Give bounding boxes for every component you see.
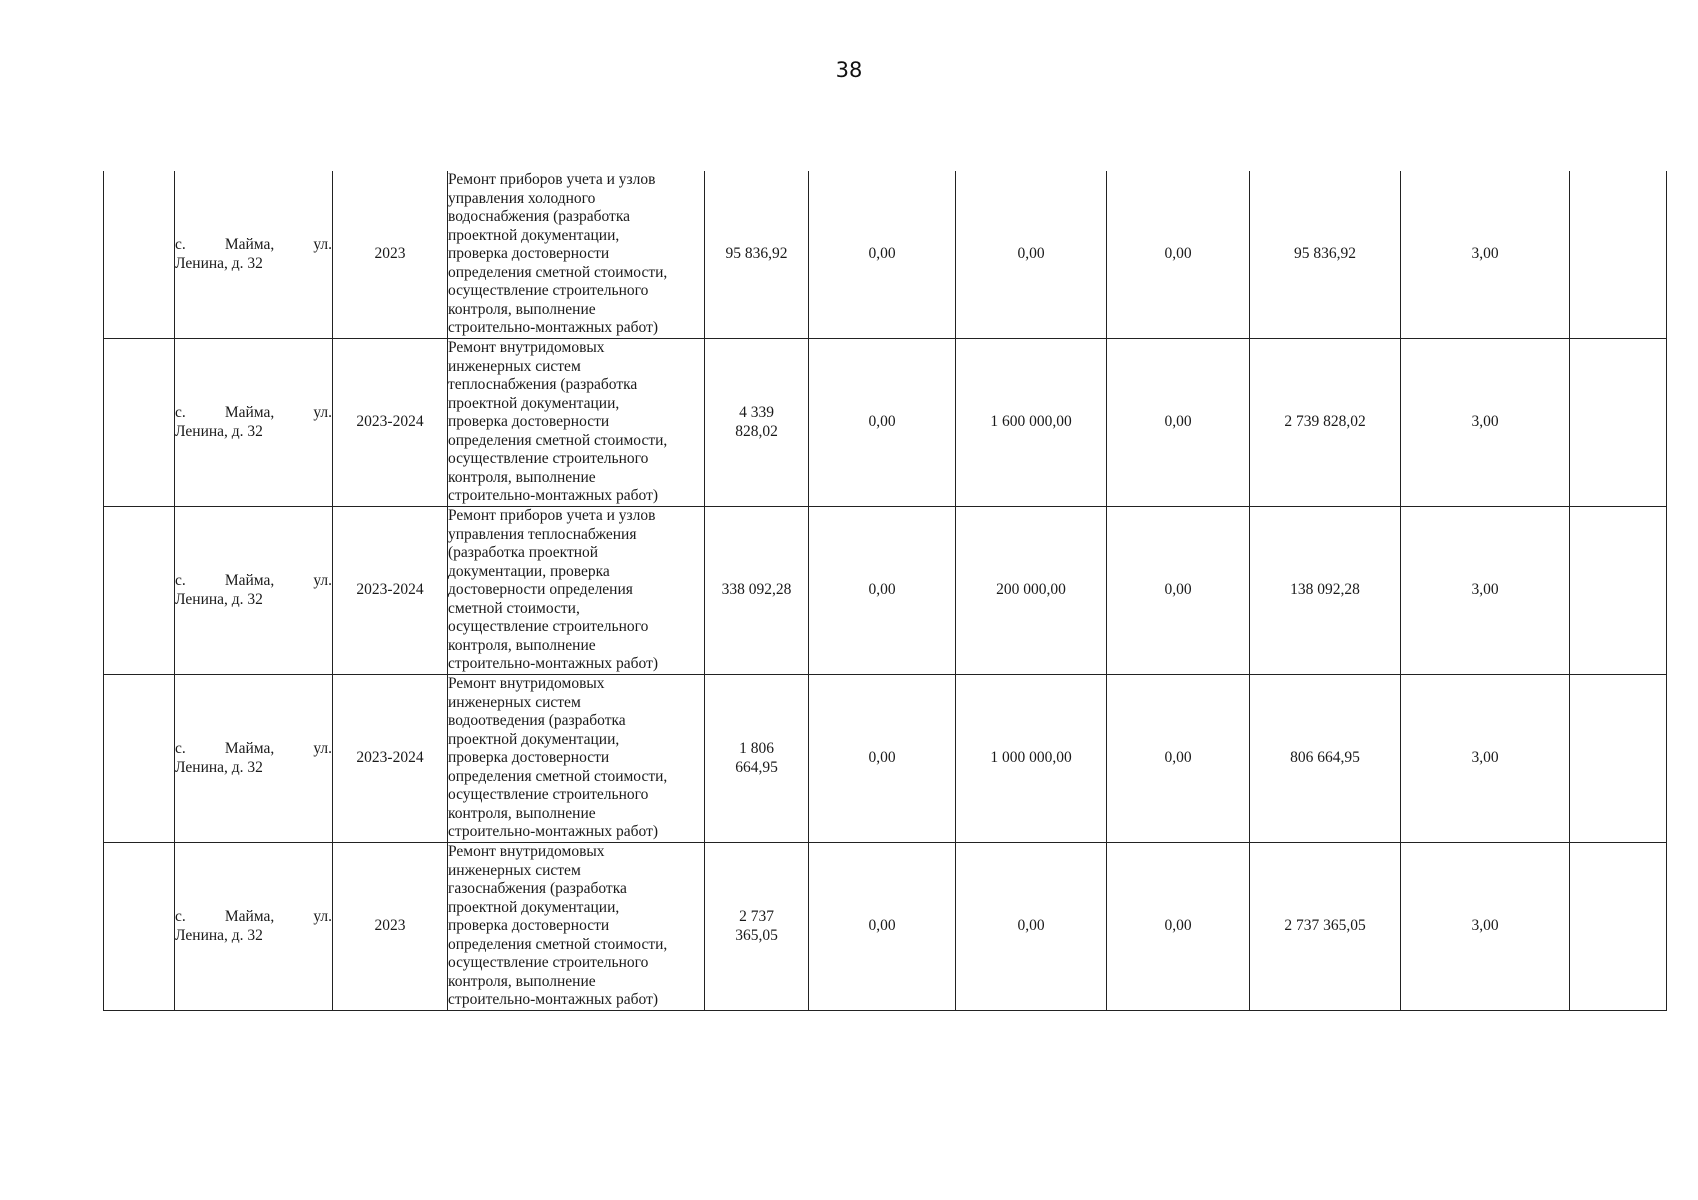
- funding-4-value: 138 092,28: [1290, 581, 1360, 599]
- funding-2-value: 0,00: [1017, 245, 1045, 263]
- work-description: Ремонт внутридомовых инженерных систем газоснабжения (разработка проектной документации, проверка достоверности определения сметной стоимости, осуществление строительного контроля, выполнение строительно-монтажных работ): [448, 843, 668, 1009]
- funding-4-cell: [1250, 675, 1401, 843]
- period-cell: [333, 843, 448, 1011]
- funding-2-cell: [956, 843, 1107, 1011]
- description-cell: [448, 171, 705, 339]
- description-cell: [448, 339, 705, 507]
- row-number-cell: [104, 339, 175, 507]
- funding-2-value: 1 600 000,00: [990, 413, 1072, 431]
- address-settlement: Майма,: [224, 404, 275, 421]
- funding-2-cell: [956, 171, 1107, 339]
- address-line-1: [175, 404, 332, 423]
- address-prefix: с.: [175, 572, 186, 589]
- funding-3-value: 0,00: [1164, 413, 1192, 431]
- funding-3-cell: [1107, 507, 1250, 675]
- page-number: 38: [835, 58, 863, 82]
- row-number-cell: [104, 843, 175, 1011]
- funding-1-value: 0,00: [868, 749, 896, 767]
- total-cost-value: 2 737 365,05: [735, 908, 778, 944]
- funding-2-cell: [956, 339, 1107, 507]
- address-line-1: [175, 236, 332, 255]
- rate-cell: [1401, 507, 1570, 675]
- period-value: 2023-2024: [356, 581, 424, 599]
- address-line-2: Ленина, д. 32: [175, 422, 263, 440]
- address-street-prefix: ул.: [313, 572, 332, 589]
- funding-1-value: 0,00: [868, 245, 896, 263]
- table-row: [104, 339, 1667, 507]
- funding-4-cell: [1250, 507, 1401, 675]
- total-cost-cell: [705, 675, 809, 843]
- address-street-prefix: ул.: [313, 404, 332, 421]
- funding-4-cell: [1250, 339, 1401, 507]
- funding-4-value: 806 664,95: [1290, 749, 1360, 767]
- period-cell: [333, 507, 448, 675]
- table-row: [104, 171, 1667, 339]
- period-value: 2023-2024: [356, 749, 424, 767]
- address-prefix: с.: [175, 908, 186, 925]
- funding-1-cell: [809, 171, 956, 339]
- table-body: [104, 171, 1667, 1011]
- total-cost-cell: [705, 843, 809, 1011]
- work-description: Ремонт приборов учета и узлов управления теплоснабжения (разработка проектной документации, проверка достоверности определения сметной стоимости, осуществление строительного контроля, выполнение строительно-монтажных работ): [448, 507, 659, 673]
- funding-3-cell: [1107, 171, 1250, 339]
- address-prefix: с.: [175, 404, 186, 421]
- funding-3-cell: [1107, 675, 1250, 843]
- period-cell: [333, 339, 448, 507]
- total-cost-cell: [705, 339, 809, 507]
- rate-value: 3,00: [1471, 413, 1499, 431]
- description-cell: [448, 843, 705, 1011]
- rate-cell: [1401, 339, 1570, 507]
- funding-1-cell: [809, 507, 956, 675]
- funding-4-value: 95 836,92: [1294, 245, 1356, 263]
- funding-2-cell: [956, 507, 1107, 675]
- work-description: Ремонт приборов учета и узлов управления холодного водоснабжения (разработка проектной документации, проверка достоверности определения сметной стоимости, осуществление строительного контроля, выполнение строительно-монтажных работ): [448, 171, 668, 337]
- funding-2-value: 1 000 000,00: [990, 749, 1072, 767]
- rate-value: 3,00: [1471, 245, 1499, 263]
- funding-1-value: 0,00: [868, 917, 896, 935]
- table-row: [104, 675, 1667, 843]
- period-cell: [333, 171, 448, 339]
- address-street-prefix: ул.: [313, 236, 332, 253]
- works-table: [103, 171, 1667, 1011]
- funding-2-value: 0,00: [1017, 917, 1045, 935]
- funding-1-cell: [809, 843, 956, 1011]
- funding-4-value: 2 737 365,05: [1284, 917, 1366, 935]
- funding-3-value: 0,00: [1164, 581, 1192, 599]
- description-cell: [448, 507, 705, 675]
- total-cost-value: 1 806 664,95: [735, 740, 778, 776]
- address-line-1: [175, 740, 332, 759]
- address-line-2: Ленина, д. 32: [175, 758, 263, 776]
- address-cell: [175, 171, 333, 339]
- funding-1-cell: [809, 339, 956, 507]
- rate-value: 3,00: [1471, 749, 1499, 767]
- address-settlement: Майма,: [224, 572, 275, 589]
- period-value: 2023: [374, 245, 406, 263]
- rate-value: 3,00: [1471, 581, 1499, 599]
- address-line-2: Ленина, д. 32: [175, 590, 263, 608]
- address-settlement: Майма,: [224, 236, 275, 253]
- address-settlement: Майма,: [224, 740, 275, 757]
- rate-cell: [1401, 843, 1570, 1011]
- trailing-cell: [1570, 339, 1667, 507]
- address-cell: [175, 675, 333, 843]
- trailing-cell: [1570, 843, 1667, 1011]
- funding-4-cell: [1250, 171, 1401, 339]
- funding-3-value: 0,00: [1164, 917, 1192, 935]
- row-number-cell: [104, 507, 175, 675]
- rate-value: 3,00: [1471, 917, 1499, 935]
- address-line-2: Ленина, д. 32: [175, 926, 263, 944]
- address-street-prefix: ул.: [313, 740, 332, 757]
- total-cost-value: 4 339 828,02: [735, 404, 778, 440]
- trailing-cell: [1570, 507, 1667, 675]
- total-cost-value: 338 092,28: [721, 581, 792, 599]
- row-number-cell: [104, 675, 175, 843]
- table-row: [104, 507, 1667, 675]
- trailing-cell: [1570, 171, 1667, 339]
- funding-1-value: 0,00: [868, 413, 896, 431]
- funding-4-value: 2 739 828,02: [1284, 413, 1366, 431]
- period-value: 2023: [374, 917, 406, 935]
- rate-cell: [1401, 675, 1570, 843]
- address-street-prefix: ул.: [313, 908, 332, 925]
- funding-2-cell: [956, 675, 1107, 843]
- address-line-1: [175, 908, 332, 927]
- address-line-2: Ленина, д. 32: [175, 254, 263, 272]
- row-number-cell: [104, 171, 175, 339]
- total-cost-cell: [705, 171, 809, 339]
- total-cost-value: 95 836,92: [725, 245, 788, 263]
- funding-1-value: 0,00: [868, 581, 896, 599]
- total-cost-cell: [705, 507, 809, 675]
- funding-3-cell: [1107, 339, 1250, 507]
- address-cell: [175, 507, 333, 675]
- trailing-cell: [1570, 675, 1667, 843]
- work-description: Ремонт внутридомовых инженерных систем теплоснабжения (разработка проектной документации, проверка достоверности определения сметной стоимости, осуществление строительного контроля, выполнение строительно-монтажных работ): [448, 339, 668, 505]
- address-prefix: с.: [175, 740, 186, 757]
- description-cell: [448, 675, 705, 843]
- work-description: Ремонт внутридомовых инженерных систем водоотведения (разработка проектной документации, проверка достоверности определения сметной стоимости, осуществление строительного контроля, выполнение строительно-монтажных работ): [448, 675, 668, 841]
- funding-3-cell: [1107, 843, 1250, 1011]
- period-cell: [333, 675, 448, 843]
- address-cell: [175, 339, 333, 507]
- funding-2-value: 200 000,00: [996, 581, 1066, 599]
- address-cell: [175, 843, 333, 1011]
- funding-3-value: 0,00: [1164, 245, 1192, 263]
- table-row: [104, 843, 1667, 1011]
- funding-3-value: 0,00: [1164, 749, 1192, 767]
- address-settlement: Майма,: [224, 908, 275, 925]
- address-line-1: [175, 572, 332, 591]
- period-value: 2023-2024: [356, 413, 424, 431]
- rate-cell: [1401, 171, 1570, 339]
- funding-4-cell: [1250, 843, 1401, 1011]
- funding-1-cell: [809, 675, 956, 843]
- address-prefix: с.: [175, 236, 186, 253]
